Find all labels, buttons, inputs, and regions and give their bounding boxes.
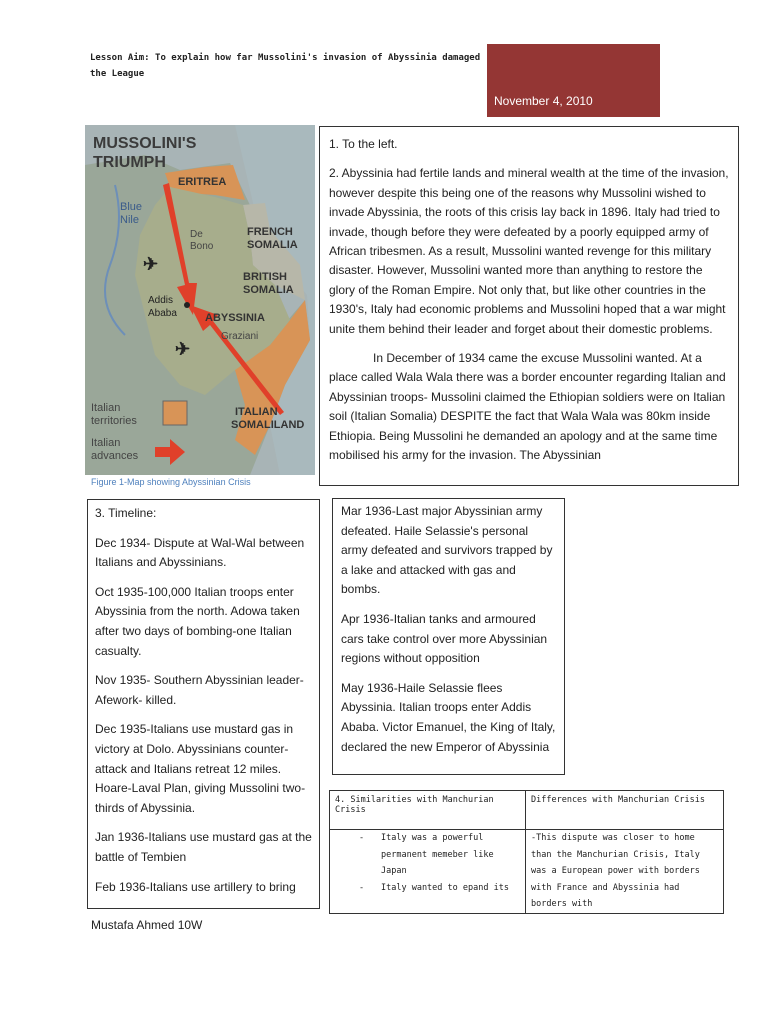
map-label-eritrea: ERITREA bbox=[178, 176, 227, 188]
figure-caption: Figure 1-Map showing Abyssinian Crisis bbox=[91, 477, 251, 487]
svg-text:Italian: Italian bbox=[91, 402, 121, 414]
svg-text:MUSSOLINI'S: MUSSOLINI'S bbox=[93, 135, 197, 152]
differences-header: Differences with Manchurian Crisis bbox=[526, 791, 724, 830]
svg-text:ABYSSINIA: ABYSSINIA bbox=[205, 312, 265, 324]
similarity-item: - Italy was a powerful permanent memeber like Japan bbox=[359, 833, 494, 876]
intro-paragraph-3: In December of 1934 came the excuse Mussolini wanted. At a place called Wala Wala there was a border encounter regarding Italian and Abyssinian troops- Mussolini claimed the Ethiopian soldiers were on Italian soil (Italian Somalia) DESPITE the fact that Wala Wala was 80km inside Ethiopia. Being Mussolini he demanded an apology and at the same time mobilised his army for the invasion. The Abyssinian bbox=[329, 351, 726, 463]
svg-text:advances: advances bbox=[91, 450, 139, 462]
intro-paragraph-1: 1. To the left. bbox=[329, 137, 398, 151]
svg-text:Ababa: Ababa bbox=[148, 308, 177, 319]
timeline-box-2 bbox=[332, 498, 565, 775]
timeline-entry: Oct 1935-100,000 Italian troops enter Abyssinia from the north. Adowa taken after two days of bombing-one Italian casualty. bbox=[95, 584, 300, 658]
svg-text:TRIUMPH: TRIUMPH bbox=[93, 154, 166, 171]
timeline-entry: Jan 1936-Italians use mustard gas at the battle of Tembien bbox=[95, 830, 312, 864]
timeline-heading: 3. Timeline: bbox=[95, 506, 157, 520]
timeline-entry: Nov 1935- Southern Abyssinian leader-Afework- killed. bbox=[95, 673, 304, 707]
similarities-header: 4. Similarities with Manchurian Crisis bbox=[330, 791, 526, 830]
intro-paragraph-2: 2. Abyssinia had fertile lands and mineral wealth at the time of the invasion, however despite this being one of the reasons why Mussolini wished to invade Abyssinia, the roots of this crisis lay back in 1896. Italy had tried to invade, though before they were defeated by a poorly equipped army of African tribesmen. As a result, Mussolini wanted revenge for this military disaster. However, Mussolini wanted more than anything to restore the glory of the Roman Empire. Not only that, but like other countries in the 1930's, Italy had economic problems and Mussolini hoped that a war might unite them behind their leader and forget about their domestic problems. bbox=[329, 166, 729, 336]
svg-text:ITALIAN: ITALIAN bbox=[235, 406, 278, 418]
timeline-box-1 bbox=[87, 499, 320, 909]
intro-text-box bbox=[319, 126, 739, 486]
timeline-entry: Feb 1936-Italians use artillery to bring bbox=[95, 879, 296, 894]
svg-text:SOMALIA: SOMALIA bbox=[243, 284, 294, 296]
svg-text:Addis: Addis bbox=[148, 295, 174, 306]
similarity-item: - Italy wanted to epand its bbox=[359, 882, 509, 893]
date-banner bbox=[487, 44, 660, 117]
similarities-cell bbox=[330, 830, 526, 914]
document-date: November 4, 2010 bbox=[494, 94, 593, 108]
svg-text:territories: territories bbox=[91, 415, 137, 427]
timeline-entry: May 1936-Haile Selassie flees Abyssinia. Italian troops enter Addis Ababa. Victor Emanuel, the King of Italy, declared the new Emperor of Abyssinia bbox=[341, 680, 556, 754]
svg-text:De: De bbox=[190, 229, 203, 240]
author-name: Mustafa Ahmed 10W bbox=[91, 918, 203, 932]
svg-text:Italian: Italian bbox=[91, 437, 121, 449]
svg-text:BRITISH: BRITISH bbox=[243, 271, 287, 283]
timeline-entry: Mar 1936-Last major Abyssinian army defeated. Haile Selassie's personal army defeated and survivors trapped by a lake and attacked with gas and bombs. bbox=[341, 504, 553, 597]
abyssinia-map-image bbox=[85, 125, 315, 475]
svg-text:Graziani: Graziani bbox=[221, 331, 259, 342]
svg-text:✈: ✈ bbox=[175, 339, 191, 359]
svg-text:FRENCH: FRENCH bbox=[247, 226, 293, 238]
svg-text:Bono: Bono bbox=[190, 241, 214, 252]
abyssinia-map-figure bbox=[85, 125, 315, 475]
lesson-aim: Lesson Aim: To explain how far Mussolini's invasion of Abyssinia damaged the League bbox=[90, 53, 481, 79]
svg-text:SOMALIA: SOMALIA bbox=[247, 239, 298, 251]
differences-cell: -This dispute was closer to home than the Manchurian Crisis, Italy was a European power with borders with France and Abyssinia had borders with bbox=[526, 830, 724, 914]
svg-text:Nile: Nile bbox=[120, 214, 139, 226]
svg-text:Blue: Blue bbox=[120, 201, 143, 213]
timeline-entry: Dec 1934- Dispute at Wal-Wal between Italians and Abyssinians. bbox=[95, 535, 305, 570]
svg-text:SOMALILAND: SOMALILAND bbox=[231, 419, 305, 431]
timeline-entry: Apr 1936-Italian tanks and armoured cars take control over more Abyssinian regions without opposition bbox=[341, 611, 548, 666]
comparison-table bbox=[329, 790, 724, 914]
svg-text:✈: ✈ bbox=[143, 254, 159, 274]
timeline-entry: Dec 1935-Italians use mustard gas in victory at Dolo. Abyssinians counter-attack and Italians retreat 12 miles. Hoare-Laval Plan, giving Mussolini two-thirds of Abyssinia. bbox=[95, 722, 306, 815]
